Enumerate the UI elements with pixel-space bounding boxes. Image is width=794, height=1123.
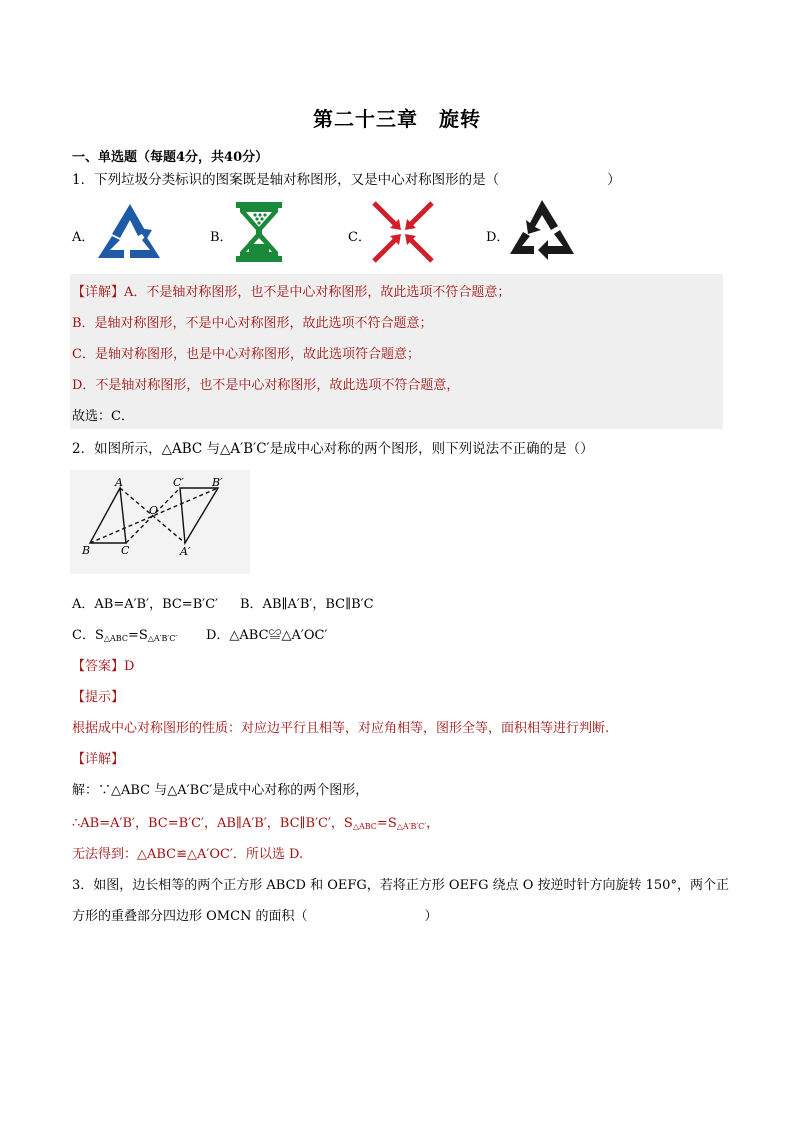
detail-line-1: 解：∵△ABC 与△A′BC′是成中心对称的两个图形， [72,783,369,798]
section-heading: 一、单选题（每题4分，共40分） [72,150,269,165]
option-c-label: C． [348,230,371,245]
explanation-line-3: C．是轴对称图形，也是中心对称图形，故此选项符合题意； [72,347,420,362]
label-c: C [121,544,130,557]
hint-label: 【提示】 [72,690,125,705]
option-a-label: A． [72,230,95,245]
question-3-line-2: 方形的重叠部分四边形 OMCN 的面积（ ） [72,909,438,924]
label-b-prime: B′ [212,476,223,489]
detail-label: 【详解】 [72,752,125,767]
geometry-figure [70,470,250,574]
explanation-line-4: D．不是轴对称图形，也不是中心对称图形，故此选项不符合题意， [72,378,460,393]
label-c-prime: C′ [173,476,184,489]
option-a: A．AB=A′B′，BC=B′C′ [72,597,219,612]
hourglass-green-icon [232,200,286,264]
option-b: B．AB∥A′B′，BC∥B′C [240,597,374,612]
question-1-text: 1．下列垃圾分类标识的图案既是轴对称图形，又是中心对称图形的是（ ） [72,172,621,188]
explanation-line-5: 故选：C． [72,409,134,424]
label-a: A [115,476,123,489]
explanation-line-1: 【详解】A．不是轴对称图形，也不是中心对称图形，故此选项不符合题意； [72,285,511,300]
option-c: C．$S_{\triangle ABC}=S_{\triangle A'B'C'}$ [72,628,178,643]
explanation-line-2: B．是轴对称图形，不是中心对称图形，故此选项不符合题意； [72,316,433,331]
option-d: D．△ABC≌△A′OC′ [206,628,328,643]
option-d-label: D． [486,230,510,245]
label-b: B [82,544,91,557]
option-b-label: B． [210,230,233,245]
page-title: 第二十三章 旋转 [313,107,481,131]
recycle-black-icon [508,198,576,262]
question-2-text: 2．如图所示，△ABC 与△A′B′C′是成中心对称的两个图形，则下列说法不正确的是（） [72,441,594,457]
recycle-blue-icon [94,200,166,264]
arrows-red-icon [370,200,436,264]
question-3-line-1: 3．如图，边长相等的两个正方形 ABCD 和 OEFG，若将正方形 OEFG 绕点 O 按逆时针方向旋转 150°，两个正 [72,878,729,893]
hint-text: 根据成中心对称图形的性质：对应边平行且相等，对应角相等，图形全等，面积相等进行判断. [72,721,610,736]
answer-label: 【答案】D [72,659,135,674]
detail-line-3: 无法得到：△ABC≌△A′OC′．所以选 D. [72,847,304,862]
detail-line-2: ∴AB=A′B′，BC=B′C′，AB∥A′B′，BC∥B′C′，$S_{\triangle ABC}=S_{\triangle A'B'C'}$， [72,816,440,831]
label-a-prime: A′ [180,545,191,558]
label-o: O [149,504,159,517]
